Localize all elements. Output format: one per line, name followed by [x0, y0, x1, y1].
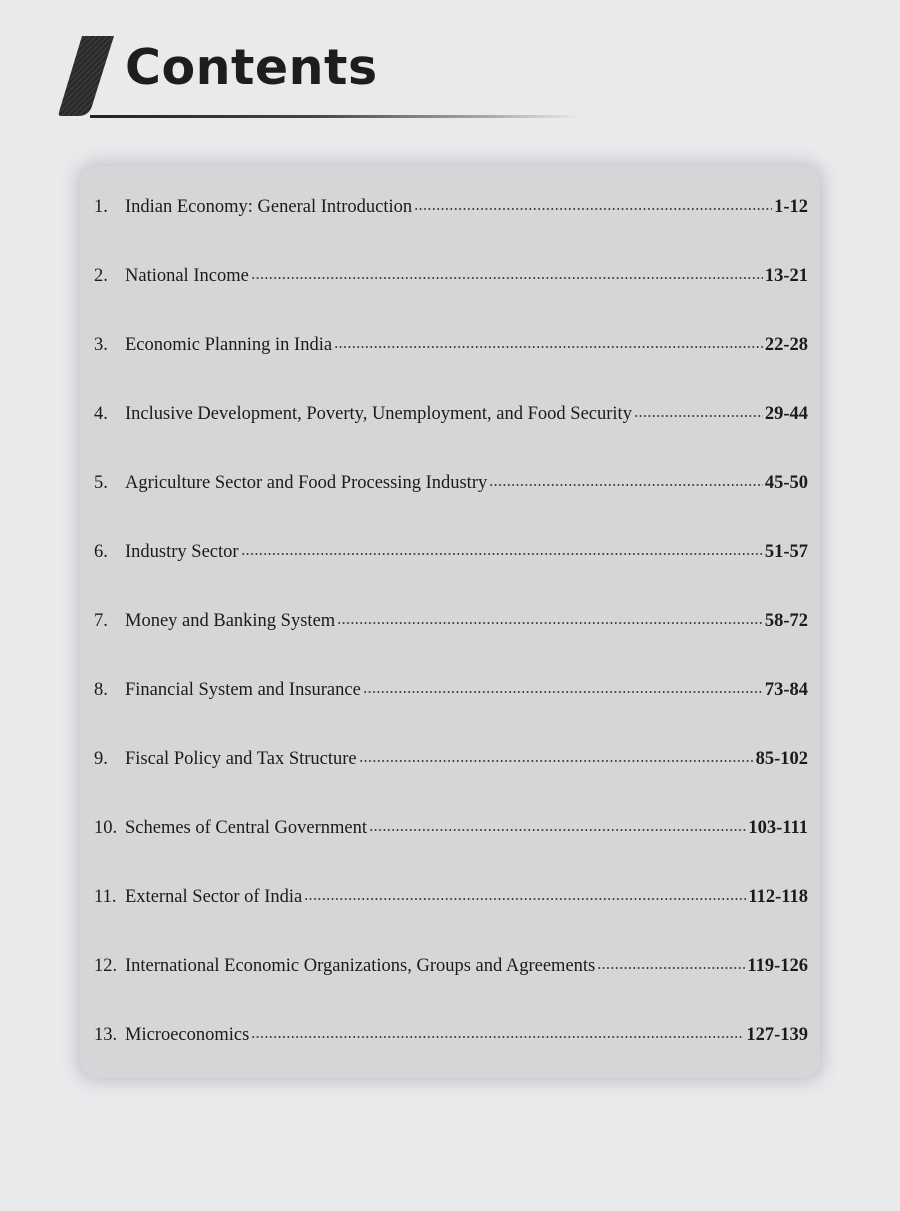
toc-entry[interactable]	[94, 261, 808, 287]
chapter-title: External Sector of India	[125, 887, 303, 907]
page-range: 112-118	[748, 887, 808, 907]
chapter-title: International Economic Organizations, Groups and Agreements	[125, 956, 596, 976]
toc-entry[interactable]	[94, 192, 808, 218]
page-range: 127-139	[746, 1025, 808, 1045]
dot-leader	[251, 261, 763, 281]
chapter-title: Agriculture Sector and Food Processing Industry	[125, 473, 488, 493]
page-range: 51-57	[764, 542, 808, 562]
chapter-number: 12.	[94, 956, 118, 976]
toc-entry[interactable]	[94, 744, 808, 770]
page-range: 13-21	[764, 266, 808, 286]
toc-entry[interactable]	[94, 1020, 808, 1046]
dot-leader	[414, 192, 772, 212]
toc-entry[interactable]	[94, 813, 808, 839]
toc-entry[interactable]	[94, 882, 808, 908]
chapter-number: 6.	[94, 542, 108, 562]
chapter-number: 5.	[94, 473, 108, 493]
chapter-title: Inclusive Development, Poverty, Unemployment, and Food Security	[125, 404, 632, 424]
chapter-title: Industry Sector	[125, 542, 239, 562]
page-range: 29-44	[764, 404, 808, 424]
toc-entry[interactable]	[94, 330, 808, 356]
toc-entry[interactable]	[94, 468, 808, 494]
toc-entry[interactable]	[94, 399, 808, 425]
dot-leader	[489, 468, 763, 488]
chapter-number: 9.	[94, 749, 108, 769]
chapter-number: 10.	[94, 818, 118, 838]
toc-entry[interactable]	[94, 606, 808, 632]
toc-entry[interactable]	[94, 675, 808, 701]
page-range: 22-28	[764, 335, 808, 355]
title-underline	[90, 115, 580, 118]
page-range: 103-111	[748, 818, 808, 838]
page-range: 73-84	[764, 680, 808, 700]
dot-leader	[369, 813, 746, 833]
contents-panel	[80, 166, 820, 1078]
toc-entry[interactable]	[94, 951, 808, 977]
chapter-number: 2.	[94, 266, 108, 286]
chapter-number: 13.	[94, 1025, 118, 1045]
dot-leader	[241, 537, 763, 557]
page-range: 1-12	[774, 197, 808, 217]
dot-leader	[337, 606, 763, 626]
chapter-number: 3.	[94, 335, 108, 355]
chapter-number: 4.	[94, 404, 108, 424]
page-title: Contents	[125, 39, 378, 96]
chapter-number: 7.	[94, 611, 108, 631]
toc-entry[interactable]	[94, 537, 808, 563]
chapter-title: Indian Economy: General Introduction	[125, 197, 413, 217]
chapter-title: Financial System and Insurance	[125, 680, 361, 700]
dot-leader	[363, 675, 763, 695]
dot-leader	[634, 399, 763, 419]
chapter-title: National Income	[125, 266, 249, 286]
dot-leader	[334, 330, 763, 350]
chapter-title: Economic Planning in India	[125, 335, 333, 355]
chapter-title: Fiscal Policy and Tax Structure	[125, 749, 357, 769]
dot-leader	[251, 1020, 744, 1040]
dot-leader	[359, 744, 754, 764]
dot-leader	[304, 882, 746, 902]
chapter-number: 8.	[94, 680, 108, 700]
dot-leader	[597, 951, 745, 971]
chapter-number: 1.	[94, 197, 108, 217]
page-header	[58, 34, 588, 124]
chapter-number: 11.	[94, 887, 117, 907]
page-range: 58-72	[764, 611, 808, 631]
page-range: 85-102	[755, 749, 808, 769]
chapter-title: Schemes of Central Government	[125, 818, 367, 838]
page-range: 119-126	[747, 956, 808, 976]
chapter-title: Money and Banking System	[125, 611, 336, 631]
slash-icon	[58, 34, 118, 118]
chapter-title: Microeconomics	[125, 1025, 250, 1045]
page-range: 45-50	[764, 473, 808, 493]
